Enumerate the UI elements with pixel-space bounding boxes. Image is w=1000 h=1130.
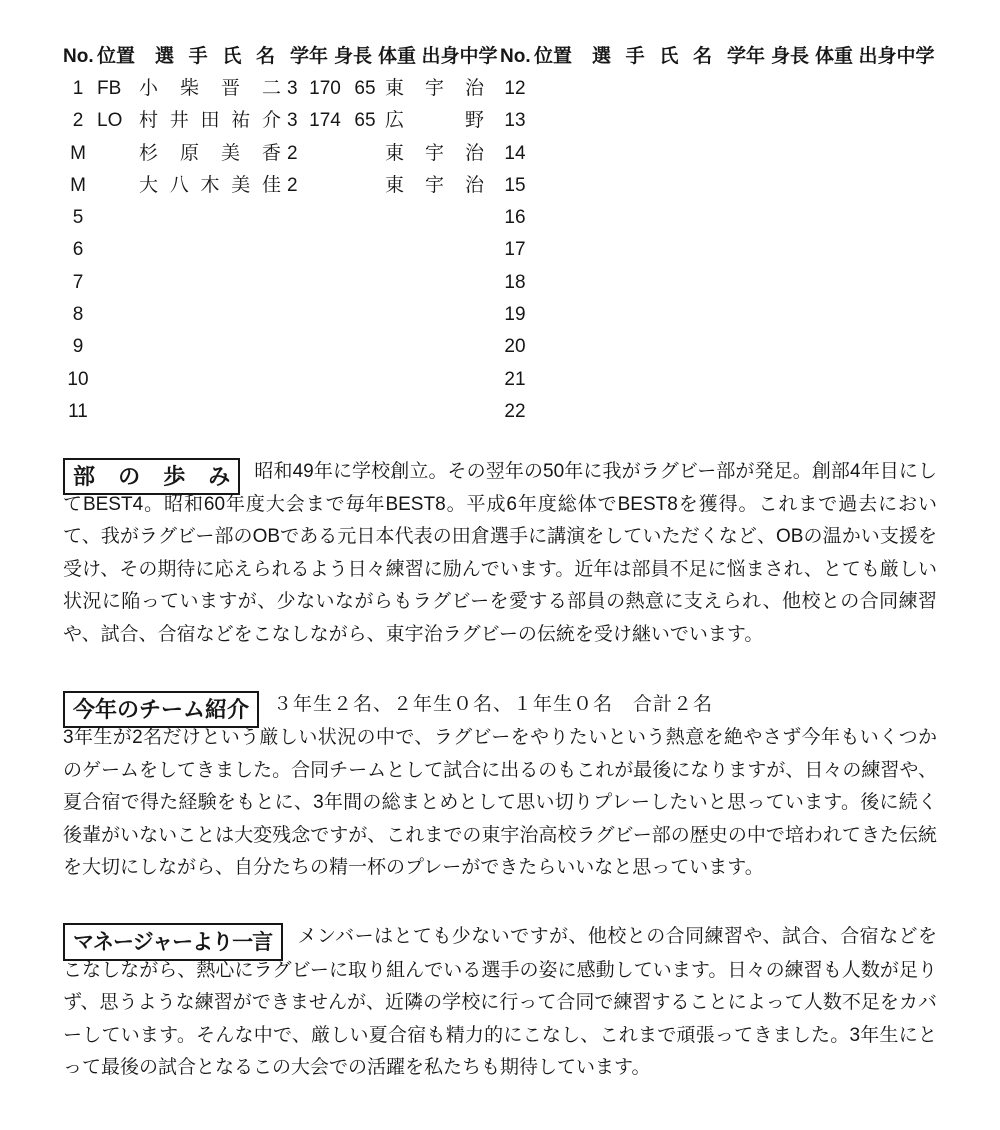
roster-row bbox=[63, 363, 1000, 395]
roster-cell-no: 12 bbox=[504, 77, 526, 99]
roster-cell-height: 174 bbox=[309, 110, 341, 132]
roster-cell-grade: 2 bbox=[287, 142, 298, 164]
roster-cell-no: 1 bbox=[72, 77, 84, 99]
roster-cell-school: 東宇治 bbox=[385, 174, 484, 196]
roster-cell-no: 19 bbox=[504, 304, 526, 326]
roster-cell-name: 村井田祐介 bbox=[139, 110, 281, 132]
roster-cell-no: M bbox=[70, 142, 86, 164]
manager-note-paragraph bbox=[63, 921, 937, 1085]
team-intro-headline bbox=[63, 689, 937, 722]
roster-cell-no: M bbox=[70, 174, 86, 196]
roster-cell-weight: 65 bbox=[354, 110, 376, 132]
manager-note-title-box bbox=[63, 923, 283, 961]
column-header-middle-school: 出身中学 bbox=[421, 45, 498, 67]
roster-cell-no: 22 bbox=[504, 400, 526, 422]
roster-row bbox=[63, 395, 1000, 427]
roster-cell-no: 7 bbox=[72, 271, 84, 293]
roster-cell-no: 8 bbox=[72, 304, 84, 326]
column-header-no: No. bbox=[500, 45, 531, 67]
column-header-player-name: 選手氏名 bbox=[592, 45, 712, 67]
column-header-position: 位置 bbox=[97, 45, 136, 67]
section-team-intro bbox=[63, 689, 937, 885]
club-history-title-box bbox=[63, 458, 254, 495]
roster-cell-no: 10 bbox=[67, 368, 89, 390]
roster-cell-no: 6 bbox=[72, 239, 84, 261]
roster-cell-name: 杉原美香 bbox=[139, 142, 281, 164]
roster-cell-school: 東宇治 bbox=[385, 142, 484, 164]
roster-row bbox=[63, 169, 1000, 201]
roster-cell-no: 14 bbox=[504, 142, 526, 164]
roster-cell-name: 大八木美佳 bbox=[139, 174, 281, 196]
column-header-middle-school: 出身中学 bbox=[858, 45, 935, 67]
roster-row bbox=[63, 234, 1000, 266]
roster-row bbox=[63, 298, 1000, 330]
roster-cell-height: 170 bbox=[309, 77, 341, 99]
column-header-position: 位置 bbox=[534, 45, 573, 67]
column-header-height: 身長 bbox=[333, 45, 372, 67]
section-title: マネージャーより一言 bbox=[73, 930, 273, 954]
roster-cell-pos: LO bbox=[97, 110, 123, 132]
roster-row bbox=[63, 72, 1000, 104]
column-header-grade: 学年 bbox=[726, 45, 765, 67]
column-header-height: 身長 bbox=[770, 45, 809, 67]
roster-cell-weight: 65 bbox=[354, 77, 376, 99]
roster-cell-no: 21 bbox=[504, 368, 526, 390]
roster-cell-no: 17 bbox=[504, 239, 526, 261]
roster-cell-no: 15 bbox=[504, 174, 526, 196]
roster-row bbox=[63, 137, 1000, 169]
section-title: 今年のチーム紹介 bbox=[73, 697, 250, 723]
manager-note-text: メンバーはとても少ないですが、他校との合同練習や、試合、合宿などをこなしながら、熱心にラグビーに取り組んでいる選手の姿に感動しています。日々の練習も人数が足りず、思うような練習ができませんが、近隣の学校に行って合同で練習することによって人数不足をカバーしています。そんな中で、厳しい夏合宿も精力的にこなし、これまで頑張ってきました。3年生にとって最後の試合となるこの大会での活躍を私たちも期待しています。 bbox=[63, 925, 937, 1079]
roster-cell-name: 小柴晋二 bbox=[139, 77, 281, 99]
roster-cell-no: 9 bbox=[72, 336, 84, 358]
club-history-paragraph bbox=[63, 456, 937, 652]
roster-row bbox=[63, 201, 1000, 233]
club-history-text: 昭和49年に学校創立。その翌年の50年に我がラグビー部が発足。創部4年目にしてBEST4。昭和60年度大会まで毎年BEST8。平成6年度総体でBEST8を獲得。これまで過去において、我がラグビー部のOBである元日本代表の田倉選手に講演をしていただくなど、OBの温かい支援を受け、その期待に応えられるよう日々練習に励んでいます。近年は部員不足に悩まされ、とても厳しい状況に陥っていますが、少ないながらもラグビーを愛する部員の熱意に支えられ、他校との合同練習や、試合、合宿などをこなしながら、東宇治ラグビーの伝統を受け継いでいます。 bbox=[63, 460, 937, 645]
column-header-weight: 体重 bbox=[814, 45, 853, 67]
roster-row bbox=[63, 105, 1000, 137]
roster-cell-no: 2 bbox=[72, 110, 84, 132]
roster-row bbox=[63, 266, 1000, 298]
column-header-player-name: 選手氏名 bbox=[155, 45, 275, 67]
roster-cell-grade: 3 bbox=[287, 110, 298, 132]
section-club-history bbox=[63, 456, 937, 652]
team-intro-text: 3年生が2名だけという厳しい状況の中で、ラグビーをやりたいという熱意を絶やさず今年もいくつかのゲームをしてきました。合同チームとして試合に出るのもこれが最後になりますが、日々の練習や、夏合宿で得た経験をもとに、3年間の総まとめとして思い切りプレーしたいと思っています。後に続く後輩がいないことは大変残念ですが、これまでの東宇治高校ラグビー部の歴史の中で培われてきた伝統を大切にしながら、自分たちの精一杯のプレーができたらいいなと思っています。 bbox=[63, 727, 937, 879]
roster-cell-pos: FB bbox=[97, 77, 122, 99]
roster-cell-school: 広野 bbox=[385, 110, 484, 132]
roster-cell-no: 18 bbox=[504, 271, 526, 293]
column-header-grade: 学年 bbox=[289, 45, 328, 67]
column-header-weight: 体重 bbox=[377, 45, 416, 67]
roster-cell-no: 11 bbox=[68, 400, 88, 422]
roster-cell-no: 5 bbox=[72, 207, 84, 229]
roster-cell-school: 東宇治 bbox=[385, 77, 484, 99]
roster-cell-no: 20 bbox=[504, 336, 526, 358]
roster-cell-no: 13 bbox=[504, 110, 526, 132]
roster-row bbox=[63, 331, 1000, 363]
section-title: 部の歩み bbox=[73, 463, 254, 489]
section-manager-note bbox=[63, 921, 937, 1085]
roster-cell-grade: 3 bbox=[287, 77, 298, 99]
roster-cell-grade: 2 bbox=[287, 174, 298, 196]
team-member-counts: ３年生２名、２年生０名、１年生０名 合計２名 bbox=[273, 694, 714, 716]
roster-table bbox=[0, 0, 1000, 428]
roster-cell-no: 16 bbox=[504, 207, 526, 229]
roster-header-row bbox=[63, 40, 1000, 72]
column-header-no: No. bbox=[63, 45, 94, 67]
